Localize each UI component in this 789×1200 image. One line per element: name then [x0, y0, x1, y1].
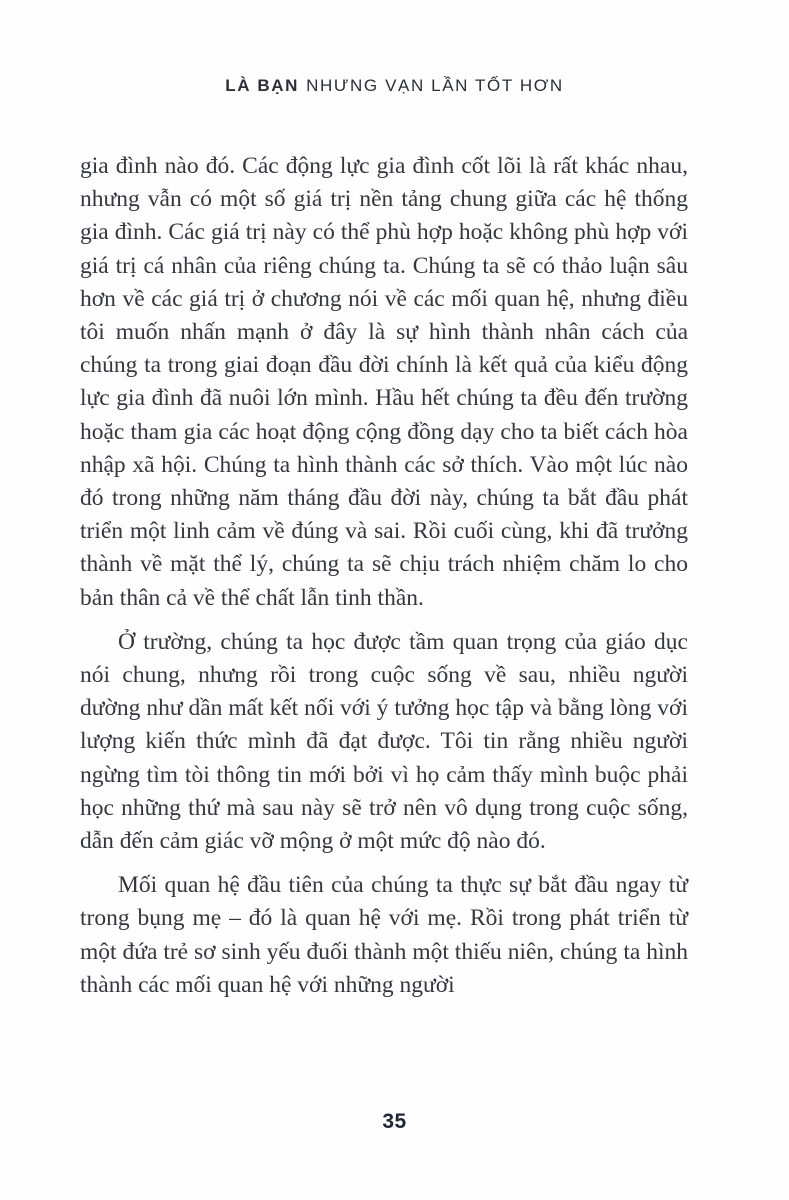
paragraph-1: gia đình nào đó. Các động lực gia đình cốt lõi là rất khác nhau, nhưng vẫn có một số giá trị nền tảng chung giữa các hệ thống gia đình. Các giá trị này có thể phù hợp hoặc không phù hợp với giá trị cá nhân của riêng chúng ta. Chúng ta sẽ có thảo luận sâu hơn về các giá trị ở chương nói về các mối quan hệ, nhưng điều tôi muốn nhấn mạnh ở đây là sự hình thành nhân cách của chúng ta trong giai đoạn đầu đời chính là kết quả của kiểu động lực gia đình đã nuôi lớn mình. Hầu hết chúng ta đều đến trường hoặc tham gia các hoạt động cộng đồng dạy cho ta biết cách hòa nhập xã hội. Chúng ta hình thành các sở thích. Vào một lúc nào đó trong những năm tháng đầu đời này, chúng ta bắt đầu phát triển một linh cảm về đúng và sai. Rồi cuối cùng, khi đã trưởng thành về mặt thể lý, chúng ta sẽ chịu trách nhiệm chăm lo cho bản thân cả về thể chất lẫn tinh thần. — [80, 153, 688, 611]
page-number: 35 — [382, 1110, 407, 1133]
paragraph-3: Mối quan hệ đầu tiên của chúng ta thực sự bắt đầu ngay từ trong bụng mẹ – đó là quan hệ với mẹ. Rồi trong phát triển từ một đứa trẻ sơ sinh yếu đuối thành một thiếu niên, chúng ta hình thành các mối quan hệ với những người — [80, 872, 688, 998]
running-header-title-rest: NHƯNG VẠN LẦN TỐT HƠN — [306, 76, 564, 95]
running-header-title-bold: LÀ BẠN — [225, 76, 300, 95]
paragraph-2: Ở trường, chúng ta học được tầm quan trọng của giáo dục nói chung, nhưng rồi trong cuộc sống về sau, nhiều người dường như dần mất kết nối với ý tưởng học tập và bằng lòng với lượng kiến thức mình đã đạt được. Tôi tin rằng nhiều người ngừng tìm tòi thông tin mới bởi vì họ cảm thấy mình buộc phải học những thứ mà sau này sẽ trở nên vô dụng trong cuộc sống, dẫn đến cảm giác vỡ mộng ở một mức độ nào đó. — [80, 628, 688, 855]
page-body — [80, 150, 688, 1002]
running-header — [0, 76, 789, 96]
